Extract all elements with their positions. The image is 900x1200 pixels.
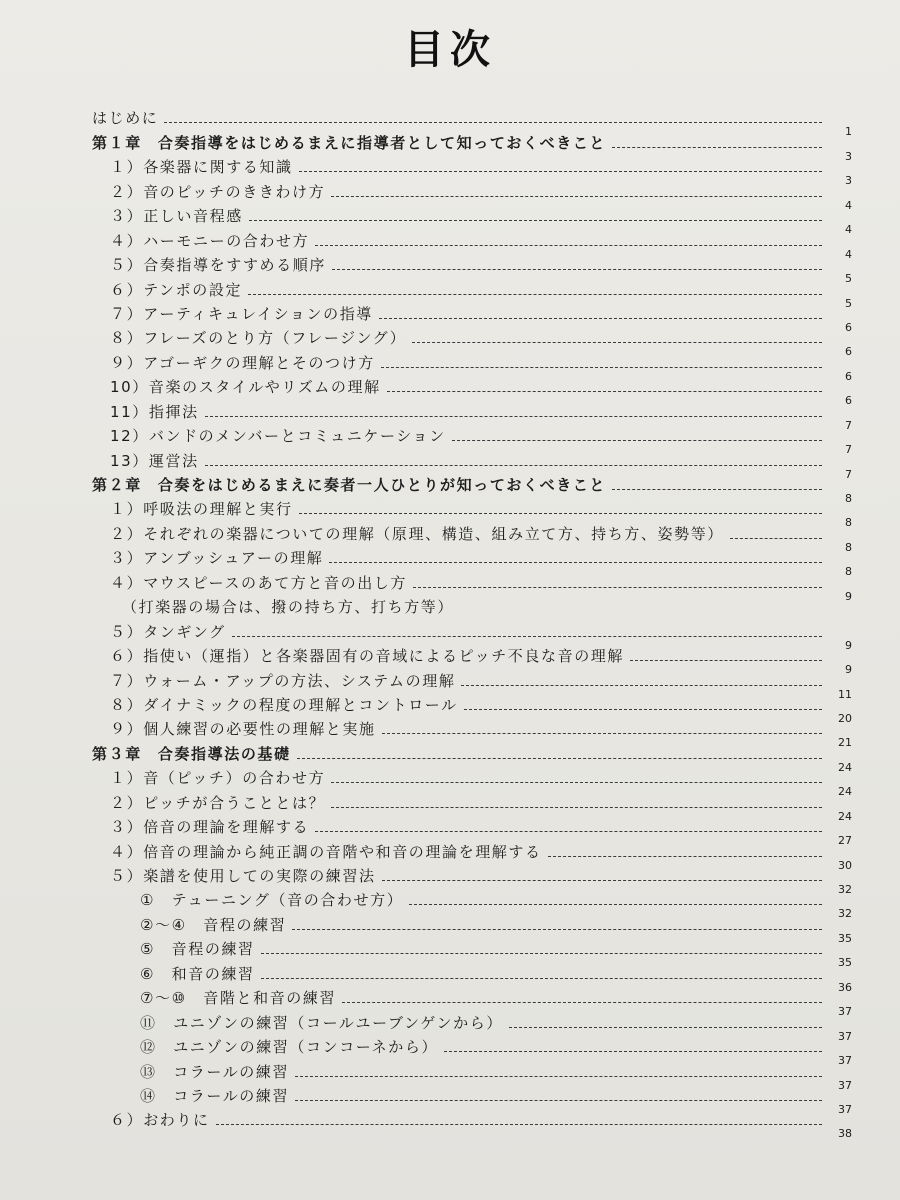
page-number: 7	[845, 418, 852, 432]
entry-label: ⑫ ユニゾンの練習（コンコーネから）	[140, 1038, 439, 1057]
entry-label: １）各楽器に関する知識	[110, 158, 293, 177]
dot-leader	[292, 929, 822, 930]
toc-entry-row	[92, 1008, 852, 1043]
entry-label: ⑥ 和音の練習	[140, 964, 255, 983]
toc-entry-row	[92, 300, 852, 334]
dot-leader	[315, 245, 822, 246]
toc-entry-row	[92, 984, 852, 1019]
page-number: 37	[838, 1029, 852, 1043]
dot-leader	[452, 440, 822, 441]
entry-label: １）呼吸法の理解と実行	[110, 500, 293, 519]
page-number: 7	[845, 443, 852, 457]
chapter-title: 合奏指導をはじめるまえに指導者として知っておくべきこと	[157, 133, 607, 152]
page-title: 目次	[404, 27, 496, 73]
dot-leader	[329, 562, 822, 563]
dot-leader	[331, 782, 822, 783]
page-number: 35	[838, 956, 852, 970]
toc-entry-row	[92, 788, 852, 823]
entry-label: ４）マウスピースのあて方と音の出し方	[110, 573, 408, 592]
toc-entry-row	[92, 373, 852, 408]
entry-label: ⑦～⑩ 音階と和音の練習	[140, 989, 337, 1008]
dot-leader	[295, 1076, 822, 1077]
dot-leader	[295, 1100, 822, 1101]
page-number: 37	[838, 1054, 852, 1068]
entry-label: ８）ダイナミックの程度の理解とコントロール	[110, 695, 458, 714]
page-number: 20	[838, 711, 852, 725]
dot-leader	[444, 1051, 822, 1052]
toc-chapter-row	[92, 471, 852, 505]
page-number: 9	[845, 663, 852, 677]
entry-label: 12）バンドのメンバーとコミュニケーション	[110, 427, 446, 446]
page-number: 7	[845, 467, 852, 481]
chapter-label	[92, 474, 606, 495]
toc-entry-row	[92, 886, 852, 921]
toc-entry-row	[92, 715, 852, 750]
chapter-number: 第２章	[92, 476, 142, 494]
toc-entry-row	[92, 251, 852, 286]
entry-label: 10）音楽のスタイルやリズムの理解	[110, 378, 381, 397]
page-number: 35	[838, 931, 852, 945]
toc-entry-row	[92, 202, 852, 237]
entry-label: ６）指使い（運指）と各楽器固有の音域によるピッチ不良な音の理解	[110, 647, 625, 666]
entry-label: ⑪ ユニゾンの練習（コールユーブンゲンから）	[140, 1013, 503, 1032]
entry-label: ３）正しい音程感	[110, 207, 243, 226]
page-number: 11	[838, 687, 852, 701]
page-number: 37	[838, 1102, 852, 1116]
entry-label: （打楽器の場合は、撥の持ち方、打ち方等）	[122, 598, 455, 617]
page-number: 6	[845, 320, 852, 334]
toc-entry-row	[92, 495, 852, 530]
entry-label: ２）ピッチが合うこととは？	[110, 793, 326, 812]
page-number: 5	[845, 296, 852, 310]
entry-label: ５）合奏指導をすすめる順序	[110, 256, 326, 275]
toc-entry-row	[92, 422, 852, 457]
toc-entry-row	[92, 1106, 852, 1141]
entry-label: ７）アーティキュレイションの指導	[110, 304, 373, 323]
page-number: 8	[845, 516, 852, 530]
dot-leader	[297, 758, 822, 759]
chapter-label	[92, 743, 291, 764]
entry-label: ９）アゴーギクの理解とそのつけ方	[110, 353, 375, 372]
page-number: 24	[838, 809, 852, 823]
entry-label: ５）タンギング	[110, 622, 226, 641]
dot-leader	[299, 171, 822, 172]
dot-leader	[381, 367, 822, 368]
entry-label: ４）ハーモニーの合わせ方	[110, 231, 310, 250]
toc-entry-row	[92, 1057, 852, 1092]
toc-entry-row	[92, 153, 852, 188]
chapter-number: 第１章	[92, 133, 142, 152]
page-number: 24	[838, 760, 852, 774]
entry-label: ６）テンポの設定	[110, 280, 243, 299]
toc-entry-row	[92, 397, 852, 432]
entry-label: １）音（ピッチ）の合わせ方	[110, 769, 326, 788]
page-number: 1	[845, 125, 852, 139]
page-number: 37	[838, 1078, 852, 1092]
page-number: 32	[838, 883, 852, 896]
page-number: 38	[838, 1127, 852, 1141]
dot-leader	[409, 904, 822, 905]
toc-entry-row	[92, 544, 852, 579]
dot-leader	[332, 269, 822, 270]
entry-label: ６）おわりに	[110, 1111, 210, 1130]
table-of-contents	[92, 104, 852, 1141]
chapter-label	[92, 132, 606, 153]
dot-leader	[382, 880, 822, 881]
dot-leader	[612, 489, 822, 490]
toc-entry-row	[92, 666, 852, 701]
dot-leader	[464, 709, 822, 710]
dot-leader	[413, 587, 822, 588]
entry-label: ２）それぞれの楽器についての理解（原理、構造、組み立て方、持ち方、姿勢等）	[110, 524, 724, 543]
entry-label: はじめに	[92, 109, 159, 128]
toc-entry-row	[92, 226, 852, 261]
dot-leader	[216, 1124, 822, 1125]
toc-entry-row	[92, 1033, 852, 1068]
entry-label: 13）運営法	[110, 451, 199, 470]
page-number: 36	[838, 980, 852, 994]
chapter-title: 合奏をはじめるまえに奏者一人ひとりが知っておくべきこと	[157, 476, 607, 494]
dot-leader	[205, 465, 822, 466]
page-number: 37	[838, 1005, 852, 1019]
page-number: 27	[838, 834, 852, 848]
toc-note-row	[92, 593, 852, 617]
dot-leader	[387, 391, 822, 392]
entry-label: ① テューニング（音の合わせ方）	[140, 891, 404, 910]
toc-entry-row	[92, 275, 852, 310]
page-number: 32	[838, 907, 852, 921]
toc-entry-row	[92, 764, 852, 799]
entry-label: ２）音のピッチのききわけ方	[110, 182, 326, 201]
dot-leader	[630, 660, 822, 661]
page-number: 24	[838, 785, 852, 799]
toc-chapter-row	[92, 739, 852, 774]
dot-leader	[261, 953, 822, 954]
page-number: 3	[845, 174, 852, 188]
dot-leader	[342, 1002, 822, 1003]
toc-entry-row	[92, 617, 852, 652]
entry-label: 11）指揮法	[110, 402, 199, 421]
page-number: 21	[838, 736, 852, 750]
entry-label: ９）個人練習の必要性の理解と実施	[110, 720, 376, 739]
dot-leader	[232, 636, 822, 637]
dot-leader	[461, 685, 822, 686]
toc-entry-row	[92, 104, 852, 139]
toc-entry-row	[92, 691, 852, 725]
toc-entry-row	[92, 935, 852, 970]
toc-entry-row	[92, 446, 852, 481]
toc-entry-row	[92, 324, 852, 359]
entry-label: ⑤ 音程の練習	[140, 940, 255, 959]
toc-entry-row	[92, 177, 852, 212]
dot-leader	[248, 294, 822, 295]
dot-leader	[379, 318, 822, 319]
dot-leader	[164, 122, 822, 123]
entry-label: ３）倍音の理論を理解する	[110, 818, 310, 837]
page-number: 8	[845, 540, 852, 554]
entry-label: ８）フレーズのとり方（フレージング）	[110, 329, 407, 348]
page-number: 4	[845, 247, 852, 261]
page-number: 6	[845, 369, 852, 383]
dot-leader	[548, 856, 822, 857]
dot-leader	[261, 978, 822, 979]
page-number: 3	[845, 149, 852, 163]
toc-entry-row	[92, 837, 852, 872]
entry-label: ②～④ 音程の練習	[140, 915, 287, 934]
entry-label: ４）倍音の理論から純正調の音階や和音の理論を理解する	[110, 842, 542, 861]
toc-chapter-row	[92, 128, 852, 163]
toc-entry-row	[92, 813, 852, 848]
page-number: 8	[845, 492, 852, 505]
toc-entry-row	[92, 910, 852, 945]
entry-label: ７）ウォーム・アップの方法、システムの理解	[110, 671, 456, 690]
page-number: 30	[838, 858, 852, 872]
toc-entry-row	[92, 1082, 852, 1116]
chapter-number: 第３章	[92, 744, 142, 763]
dot-leader	[331, 196, 822, 197]
page-number: 6	[845, 394, 852, 408]
entry-label: ⑬ コラールの練習	[140, 1062, 290, 1081]
toc-entry-row	[92, 862, 852, 896]
dot-leader	[612, 147, 822, 148]
toc-entry-row	[92, 568, 852, 603]
chapter-title: 合奏指導法の基礎	[157, 744, 291, 763]
dot-leader	[412, 342, 822, 343]
page-number: 6	[845, 345, 852, 359]
page-number: 4	[845, 198, 852, 212]
dot-leader	[205, 416, 822, 417]
entry-label: ５）楽譜を使用しての実際の練習法	[110, 867, 376, 885]
entry-label: ３）アンブッシュアーの理解	[110, 549, 324, 568]
dot-leader	[315, 831, 822, 832]
dot-leader	[382, 733, 822, 734]
entry-label: ⑭ コラールの練習	[140, 1086, 290, 1105]
page-number: 9	[845, 589, 852, 603]
toc-entry-row	[92, 519, 852, 554]
dot-leader	[730, 538, 822, 539]
page-number: 5	[845, 272, 852, 286]
page-number: 9	[845, 638, 852, 652]
page-number: 8	[845, 565, 852, 579]
toc-entry-row	[92, 642, 852, 677]
dot-leader	[509, 1027, 822, 1028]
dot-leader	[299, 513, 822, 514]
dot-leader	[249, 220, 822, 221]
page-number: 4	[845, 223, 852, 237]
dot-leader	[331, 807, 822, 808]
toc-entry-row	[92, 348, 852, 383]
toc-entry-row	[92, 959, 852, 994]
